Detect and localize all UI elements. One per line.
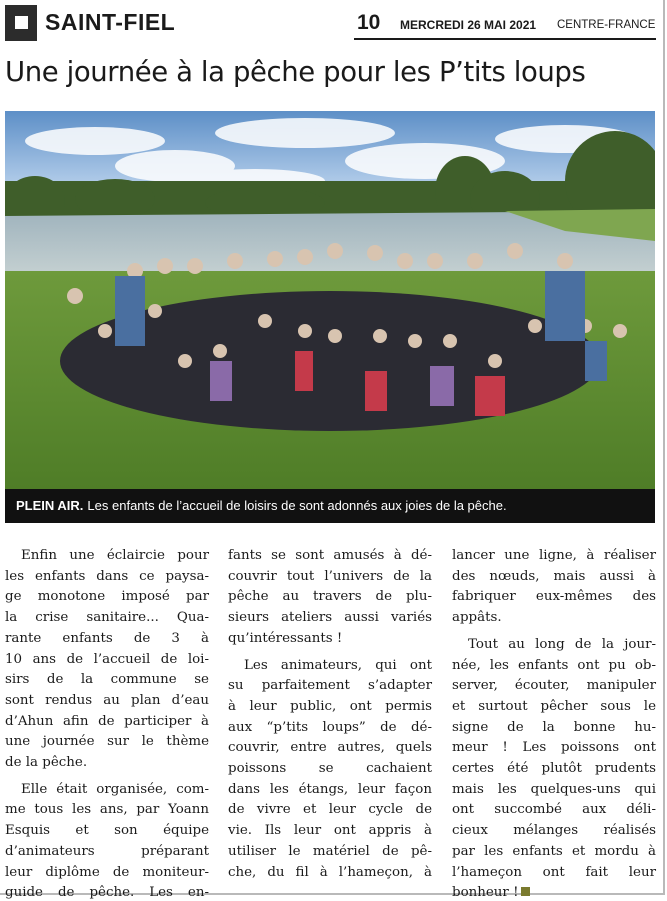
paragraph xyxy=(5,546,209,774)
text-line: Esquis et son équipe xyxy=(5,823,209,839)
text-line: pêche au travers de plu- xyxy=(228,589,432,605)
text-line: poissons se cachaient xyxy=(228,761,432,777)
text-line: me tous les ans, par Yoann xyxy=(5,802,209,818)
text-line: Enfin une éclaircie pour xyxy=(21,548,209,563)
paragraph xyxy=(228,656,432,884)
text-line: et surtout pêcher sous le xyxy=(452,698,656,714)
text-line: appâts. xyxy=(452,610,502,626)
text-line: mais les quelques-uns qui xyxy=(452,781,656,797)
text-line xyxy=(452,883,656,901)
text-line: sieurs ateliers aussi variés xyxy=(228,610,432,626)
text-line: lancer une ligne, à réaliser xyxy=(452,548,656,563)
text-line: née, les enfants ont pu ob- xyxy=(452,657,656,673)
text-line: 10 ans de l’accueil de loi- xyxy=(5,651,209,667)
text-line: fabriquer eux-mêmes des xyxy=(452,589,656,605)
caption-text: Les enfants de l’accueil de loisirs de sont adonnés aux joies de la pêche. xyxy=(87,498,507,513)
text-line: rante enfants de 3 à xyxy=(5,630,209,646)
text-line: meur ! Les poissons ont xyxy=(452,740,656,756)
text-line: aux “p’tits loups” de dé- xyxy=(228,719,432,735)
text-line: couvrir, entre autres, quels xyxy=(228,740,432,756)
paragraph xyxy=(452,546,656,629)
text-line: l’hameçon ont fait leur xyxy=(452,864,656,880)
text-line: signe de la bonne hu- xyxy=(452,719,656,735)
text-line: de la pêche. xyxy=(5,755,88,771)
text-line: su parfaitement s’adapter xyxy=(228,678,432,694)
article-headline: Une journée à la pêche pour les P’tits loups xyxy=(5,56,586,88)
text-line: sont rendus au plan d’eau xyxy=(5,692,209,708)
article-photo xyxy=(5,111,655,489)
text-line: les enfants dans ce paysa- xyxy=(5,568,209,584)
text-line: utiliser le matériel de pê- xyxy=(228,843,432,859)
text-line: sirs de la commune se xyxy=(5,672,209,688)
paragraph xyxy=(228,546,432,650)
article-column-2 xyxy=(228,546,432,883)
text-line: d’Ahun afin de participer à xyxy=(5,713,209,729)
text-line: leur diplôme de moniteur- xyxy=(5,864,209,880)
paragraph xyxy=(452,635,656,901)
issue-date: MERCREDI 26 MAI 2021 xyxy=(400,18,537,32)
page-number: 10 xyxy=(357,11,381,34)
text-line: Elle était organisée, com- xyxy=(21,781,209,797)
text-line: guide de pêche. Les en- xyxy=(5,885,209,901)
text-line: de vivre et leur cycle de xyxy=(228,802,432,818)
page-header xyxy=(5,5,656,43)
text-line: une journée sur le thème xyxy=(5,734,209,750)
text-line: dans les étangs, leur façon xyxy=(228,781,432,797)
text-line: qu’intéressants ! xyxy=(228,630,343,646)
text-line: server, écouter, manipuler xyxy=(452,678,656,694)
text-line: par les enfants et mordu à xyxy=(452,843,656,859)
text-line: che, du fil à l’hameçon, à xyxy=(228,864,432,880)
header-rule xyxy=(354,38,656,40)
last-line-text: bonheur ! xyxy=(452,885,519,901)
text-line: couvrir tout l’univers de la xyxy=(228,568,432,584)
paragraph xyxy=(5,780,209,901)
text-line: d’animateurs préparant xyxy=(5,843,209,859)
text-line: Les animateurs, qui ont xyxy=(244,657,432,673)
text-line: ge monotone imposé par xyxy=(5,589,209,605)
caption-lead: PLEIN AIR. xyxy=(16,498,84,513)
text-line: fants se sont amusés à dé- xyxy=(228,548,432,563)
section-name: SAINT-FIEL xyxy=(45,9,176,35)
article-column-3 xyxy=(452,546,656,901)
end-of-article-icon xyxy=(521,887,530,896)
text-line: Tout au long de la jour- xyxy=(468,636,656,652)
article-column-1 xyxy=(5,546,209,901)
text-line: à leur public, ont permis xyxy=(228,698,432,714)
text-line: la crise sanitaire... Qua- xyxy=(5,610,209,626)
newspaper-name: CENTRE-FRANCE xyxy=(557,19,656,31)
text-line: ont succombé aux déli- xyxy=(452,802,656,818)
text-line: vie. Ils leur ont appris à xyxy=(228,823,432,839)
text-line: certes été plutôt prudents xyxy=(452,761,656,777)
section-marker-icon xyxy=(5,5,37,41)
photo-caption xyxy=(5,489,655,523)
text-line: des nœuds, mais aussi à xyxy=(452,568,656,584)
text-line: cieux mélanges réalisés xyxy=(452,823,656,839)
